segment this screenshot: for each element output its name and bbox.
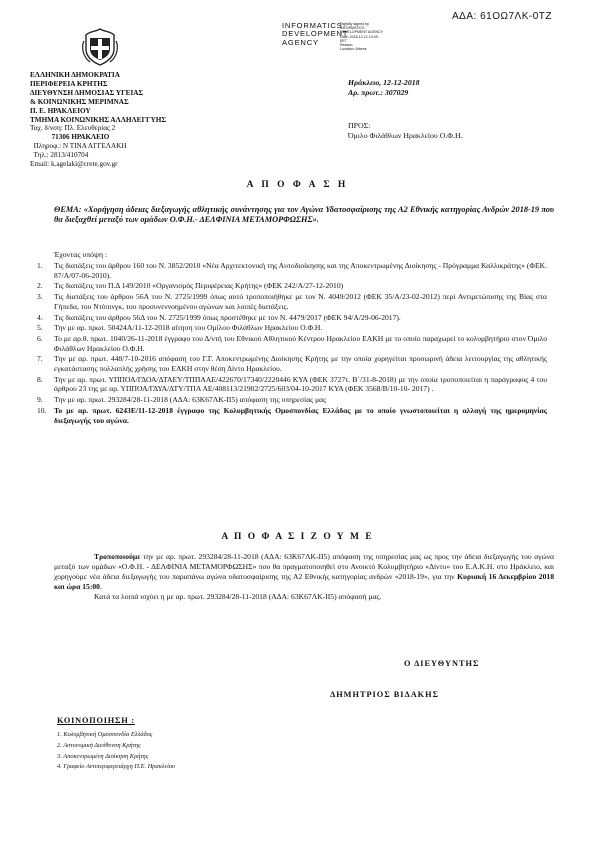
decision-tail: . xyxy=(99,582,102,591)
list-item xyxy=(37,323,547,333)
authority-line: ΠΕΡΙΦΕΡΕΙΑ ΚΡΗΤΗΣ xyxy=(30,79,108,88)
phone-line: Τηλ.: 2813/410704 xyxy=(30,151,89,160)
recipient-name: Όμιλο Φιλάθλων Ηρακλείου Ο.Φ.Η. xyxy=(348,131,463,140)
stamp-detail: Date: 2018.12.12 13:09: xyxy=(340,34,379,39)
item-text: Την με αρ. πρωτ. 293284/28-11-2018 (ΑΔΑ: 63Κ67ΛΚ-ΙΙ5) απόφαση της υπηρεσίας μας xyxy=(54,395,327,405)
item-number: 3. xyxy=(37,292,43,302)
decide-title: Α Π Ο Φ Α Σ Ι Ζ Ο Υ Μ Ε xyxy=(221,532,374,542)
list-item xyxy=(37,281,547,291)
list-item xyxy=(37,375,547,394)
authority-line: & ΚΟΙΝΩΝΙΚΗΣ ΜΕΡΙΜΝΑΣ xyxy=(30,97,129,106)
stamp-line: INFORMATICS xyxy=(282,21,343,30)
stamp-detail: Reason: xyxy=(340,43,354,48)
recipient-label: ΠΡΟΣ: xyxy=(348,121,371,130)
list-item xyxy=(37,334,547,353)
notification-list xyxy=(57,730,175,773)
address-line: Ταχ. δ/νση: Πλ. Ελευθερίας 2 xyxy=(30,124,116,133)
item-text: Τις διατάξεις του Π.Δ 149/2010 «Οργανισμός Περιφέρειας Κρήτης» (ΦΕΚ 242/Α/27-12-2010) xyxy=(54,281,344,291)
amend-keyword: Τροποποιούμε xyxy=(94,552,141,561)
signature-stamp-title xyxy=(282,22,348,47)
authority-header xyxy=(30,71,240,169)
match-date: Κυριακή 16 Δεκεμβρίου 2018 και ώρα 15:00 xyxy=(54,572,554,591)
notification-item: 2. Αστυνομική Διεύθυνση Κρήτης xyxy=(57,741,141,749)
stamp-line: DEVELOPMENT xyxy=(282,29,349,39)
email-line: Email: k.agelaki@crete.gov.gr xyxy=(30,160,118,169)
signer-name: ΔΗΜΗΤΡΙΟΣ ΒΙΔΑΚΗΣ xyxy=(330,690,440,699)
item-text: Τις διατάξεις του άρθρου 56Δ του Ν. 2725/1999 όπως προστέθηκε με τον Ν. 4479/2017 (ΦΕΚ 94/Α/29-06-2017). xyxy=(54,312,401,322)
authority-line: ΔΙΕΥΘΥΝΣΗ ΔΗΜΟΣΙΑΣ ΥΓΕΙΑΣ xyxy=(30,88,144,97)
list-item xyxy=(37,292,547,311)
item-number: 10. xyxy=(37,406,47,415)
notification-item: 1. Κολυμβητική Ομοσπονδία Ελλάδος xyxy=(57,731,153,738)
subject-text: ΘΕΜΑ: «Χορήγηση άδειας διεξαγωγής αθλητικής συνάντησης για τον Αγώνα Υδατοσφαίρισης της Α2 Εθνικής κατηγορίας Ανδρών 2018-19 που θα διεξαχθεί μεταξύ των ομάδων Ο.Φ.Η.- ΔΕΛΦΙΝΙΑ ΜΕΤΑΜΟΡΦΩΣΗΣ». xyxy=(54,205,554,225)
list-item xyxy=(37,354,547,373)
having-in-view-label: Έχοντας υπόψη : xyxy=(54,250,108,259)
authority-line: Π. Ε. ΗΡΑΚΛΕΙΟΥ xyxy=(30,106,91,115)
list-item xyxy=(37,395,547,405)
ada-code: ΑΔΑ: 61ΟΩ7ΛΚ-0ΤΖ xyxy=(452,11,552,22)
decision-body xyxy=(54,552,554,602)
item-text: Την με αρ. πρωτ. ΥΠΠΟΑ/ΓΔΟΑ/ΔΤΑΕΥ/ΤΠΠΑΑΕ/422670/17340/2220446 ΚΥΑ (ΦΕΚ 3727τ. Β΄/31-8-2018) με την οποία τροποποιείται η παράγραφος 4 του άρθρου 23 της με αρ. ΥΠΠΟΑ/ΓΔΥΑ/ΔΤΥ/ΤΠΑ ΑΕ/408113/21902/2725/603/04-10-2017 ΚΥΑ (ΦΕΚ 3568/Β/10-10- 2017) . xyxy=(54,374,547,394)
recipient-block xyxy=(348,121,463,141)
item-text: Την με αρ. πρωτ. 448/7-10-2016 απόφαση του Γ.Γ. Αποκεντρωμένης Διοίκησης Κρήτης με την οποία χορηγείται προσωρινή άδεια λειτουργίας της αθλητικής εγκατάστασης πολλαπλής χρήσης του ΕΑΚΗ στην θέση Δίντο Ηρακλείου. xyxy=(54,354,547,374)
decision-text: την με αρ. πρωτ. 293284/28-11-2018 (ΑΔΑ: 63Κ67ΛΚ-ΙΙ5) απόφαση της υπηρεσίας μας ως προς την άδεια διεξαγωγής του αγώνα μεταξύ των ομάδων «Ο.Φ.Η. - ΔΕΛΦΙΝΙΑ ΜΕΤΑΜΟΡΦΩΣΗΣ» που θα πραγματοποιηθεί στο Ανοικτό Κολυμβητήριο «Δίντο» του Ε.Α.Κ.Η. στο Ηράκλειο, και χορηγούμε νέα άδεια διεξαγωγής του παραπάνω αγώνα υδατοσφαίρισης της Α2 Εθνικής κατηγορίας ανδρών «2018-19», για την xyxy=(54,552,554,581)
greek-emblem-icon xyxy=(80,27,120,67)
item-text: Την με αρ. πρωτ. 50424Α/11-12-2018 αίτηση του Ομίλου Φιλάθλων Ηρακλείου Ο.Φ.Η. xyxy=(54,323,323,333)
signature-stamp-details xyxy=(340,22,383,51)
stamp-detail: INFORMATICS xyxy=(340,26,365,31)
decision-paragraph-2: Κατά τα λοιπά ισχύει η με αρ. πρωτ. 293284/28-11-2018 (ΑΔΑ: 63Κ67ΛΚ-ΙΙ5) απόφασή μας. xyxy=(94,592,382,601)
item-number: 7. xyxy=(37,354,43,364)
stamp-detail: EET xyxy=(340,38,347,43)
item-text: Τις διατάξεις του άρθρου 160 του Ν. 3852/2010 «Νέα Αρχιτεκτονική της Αυτοδιοίκησης και της Αποκεντρωμένης Διοίκησης - Πρόγραμμα Καλλικράτης» (ΦΕΚ. 87/Α/07-06-2010). xyxy=(54,261,547,280)
item-number: 4. xyxy=(37,312,43,322)
item-number: 5. xyxy=(37,323,43,333)
list-item xyxy=(37,261,547,280)
item-text: Το με αρ. πρωτ. 6243Ε/11-12-2018 έγγραφο της Κολυμβητικής Ομοσπονδίας Ελλάδας με το οποίο γνωστοποιείται η αλλαγή της ημερομηνίας διεξαγωγής του αγώνα. xyxy=(54,406,547,425)
considerations-list xyxy=(37,261,547,426)
notification-title: ΚΟΙΝΟΠΟΙΗΣΗ : xyxy=(57,716,135,725)
notification-item: 3. Αποκεντρωμένη Διοίκηση Κρήτης xyxy=(57,752,149,760)
item-number: 8. xyxy=(37,374,43,384)
stamp-detail: Digitally signed by xyxy=(340,22,369,26)
stamp-line: AGENCY xyxy=(282,37,319,47)
stamp-detail: DEVELOPMENT AGENCY xyxy=(340,30,384,35)
decision-title: Α Π Ο Φ Α Σ Η xyxy=(246,180,349,190)
protocol-number: Αρ. πρωτ.: 307029 xyxy=(348,88,409,97)
authority-line: ΕΛΛΗΝΙΚΗ ΔΗΜΟΚΡΑΤΙΑ xyxy=(30,71,120,79)
item-text: Τις διατάξεις του άρθρου 56Α του Ν. 2725/1999 όπως αυτό τροποποιήθηκε με τον Ν. 4049/2012 (ΦΕΚ 35/Α/23-02-2012) περί Αντιμετώπισης της Βίας στα Γήπεδα, του Ντόπινγκ, του προσυνεννοημένου αγώνων και λοιπές διατάξεις. xyxy=(54,292,547,311)
item-number: 9. xyxy=(37,395,43,405)
director-label: Ο ΔΙΕΥΘΥΝΤΗΣ xyxy=(404,659,480,668)
list-item xyxy=(37,406,547,425)
item-number: 1. xyxy=(37,261,43,270)
postal-line: 71306 ΗΡΑΚΛΕΙΟ xyxy=(30,133,110,142)
decision-paragraph xyxy=(54,552,554,592)
document-date: Ηράκλειο, 12-12-2018 xyxy=(348,78,420,87)
date-block xyxy=(348,78,420,98)
list-item xyxy=(37,313,547,323)
authority-line: ΤΜΗΜΑ ΚΟΙΝΩΝΙΚΗΣ ΑΛΛΗΛΕΓΓΥΗΣ xyxy=(30,115,167,124)
stamp-detail: Location: Athens xyxy=(340,47,367,52)
notification-item: 4. Γραφείο Αντιπεριφερειάρχη Π.Ε. Ηρακλείου xyxy=(57,763,175,771)
item-text: Το με αρ.θ. πρωτ. 1040/26-11-2018 έγγραφο του Δ/ντή του Εθνικού Αθλητικού Κέντρου Ηρακλείου ΕΑΚΗ με το οποίο παραχωρεί το κολυμβητήριο στον Όμιλο Φιλάθλων Ηρακλείου Ο.Φ.Η. xyxy=(54,334,547,353)
contact-person: Πληροφ.: Ν ΤΙΝΑ ΑΓΓΕΛΑΚΗ xyxy=(30,142,127,151)
item-number: 2. xyxy=(37,281,43,291)
item-number: 6. xyxy=(37,334,43,344)
